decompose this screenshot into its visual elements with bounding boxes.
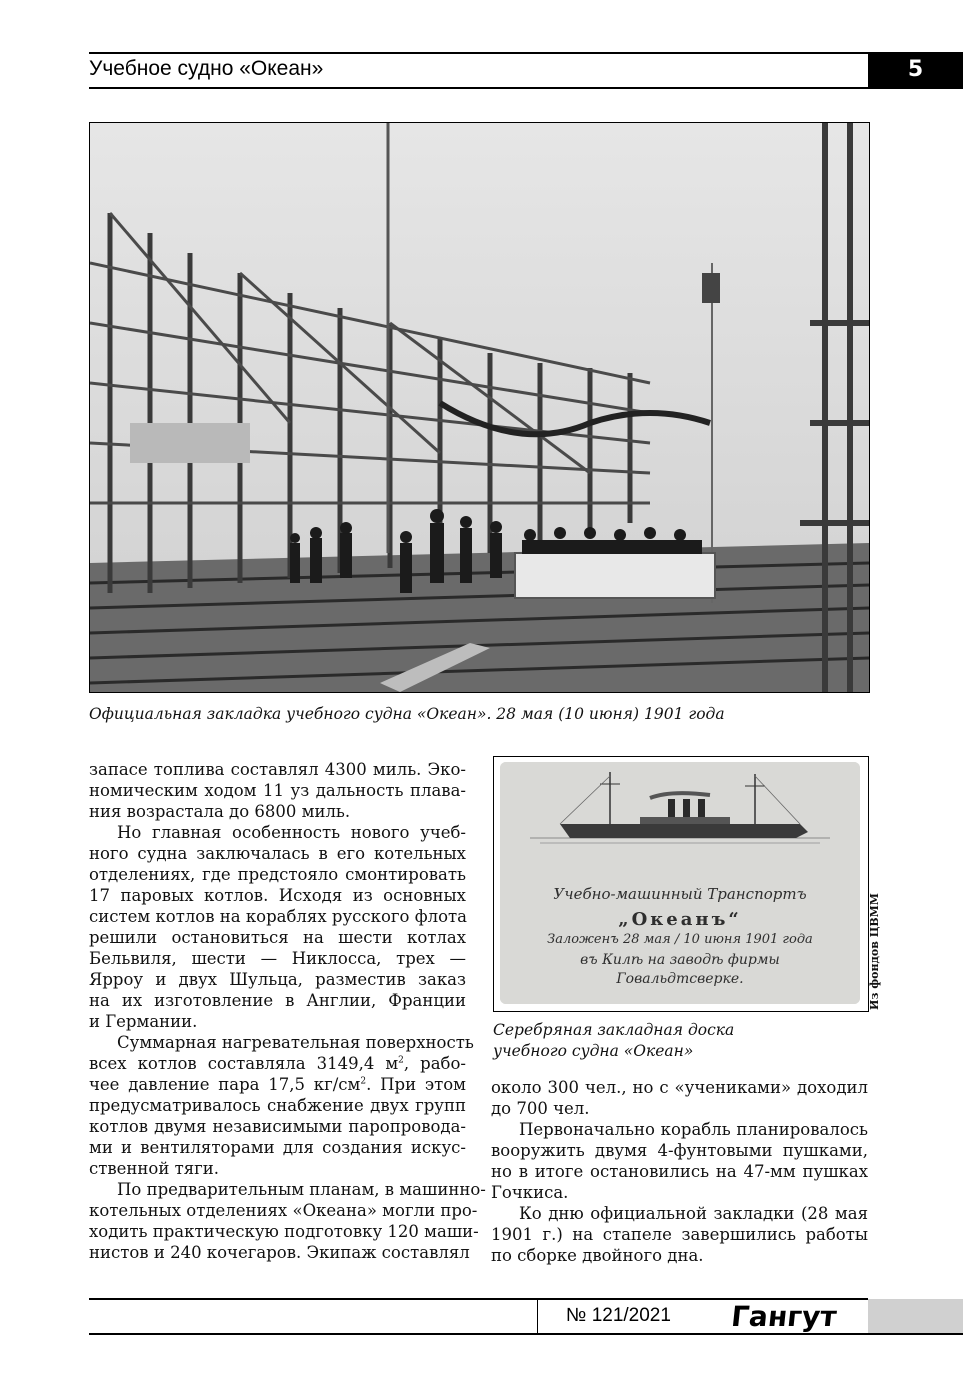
plaque-line-date: Заложенъ 28 мая / 10 июня 1901 года [547,932,813,947]
text-line: По предварительным планам, в машинно- [117,1180,486,1199]
text-line [89,1053,466,1074]
text-fragment: чее давление пара 17,5 кг/см [89,1075,361,1094]
text-line: нистов и 240 кочегаров. Экипаж составлял [89,1243,470,1262]
text-line: Первоначально корабль планировалось [519,1120,868,1139]
paragraph [89,1179,486,1263]
superscript: 2 [360,1076,367,1087]
paragraph [89,759,466,822]
text-line: Суммарная нагревательная поверхность [117,1033,474,1052]
footer-gray-block [868,1299,963,1333]
text-line: номическим ходом 11 уз дальность плава- [89,781,466,800]
text-line: до 700 чел. [491,1099,590,1118]
text-line: но в итоге остановились на 47-мм пушках [491,1162,868,1181]
shipyard-photo-drawing [90,123,869,692]
paragraph [491,1203,868,1266]
paragraph [89,1032,474,1179]
text-line: на их изготовление в Англии, Франции [89,991,466,1010]
text-line: 1901 г.) на стапеле завершились работы [491,1225,868,1244]
text-fragment: , рабо- [403,1054,467,1073]
plaque-caption-line: Серебряная закладная доска [493,1021,735,1039]
text-line: ственной тяги. [89,1159,220,1178]
text-line: ходить практическую подготовку 120 маши- [89,1222,479,1241]
text-line: по сборке двойного дна. [491,1246,704,1265]
header-rule-bottom [89,87,963,89]
text-line: около 300 чел., но с «учениками» доходил [491,1078,868,1097]
page-number: 5 [868,53,963,87]
silver-plaque [500,762,860,1004]
text-line: котлов двумя независимыми паропровода- [89,1117,466,1136]
paragraph [491,1119,868,1203]
text-line: вооружить двумя 4-фунтовыми пушками, [491,1141,868,1160]
superscript: 2 [398,1055,404,1066]
text-line: Ко дню официальной закладки (28 мая [519,1204,868,1223]
text-line: Бельвиля, шести — Никлосса, трех — [89,949,466,968]
text-line: отделениях, где предстояло смонтировать [89,865,466,884]
plaque-photo [493,756,869,1012]
shipyard-photo [89,122,870,693]
plaque-line-firm: Говальдтсверке. [616,971,744,987]
plaque-caption-line: учебного судна «Океан» [493,1042,694,1060]
running-title: Учебное судно «Океан» [89,57,324,80]
text-line [89,1074,466,1095]
text-line: запасе топлива составлял 4300 миль. Эко- [89,760,466,779]
plaque-caption [493,1020,734,1062]
plaque-line-ship-name: „Океанъ“ [618,909,742,930]
body-column-right [491,1077,868,1266]
paragraph [491,1077,868,1119]
text-line: Ярроу и двух Шульца, разместив заказ [89,970,466,989]
text-line: ного судна заключалась в его котельных [89,844,466,863]
text-line: предусматривалось снабжение двух групп [89,1096,466,1115]
text-line: 17 паровых котлов. Исходя из основных [89,886,466,905]
paragraph [89,822,466,1032]
header-rule-top [89,52,963,54]
text-fragment: . При этом [366,1075,466,1094]
text-fragment: всех котлов составляла 3149,4 м [89,1054,399,1073]
main-photo-caption: Официальная закладка учебного судна «Океан». 28 мая (10 июня) 1901 года [89,705,725,723]
magazine-logo: Гангут [729,1299,839,1333]
text-line: ми и вентиляторами для создания искус- [89,1138,466,1157]
issue-number: № 121/2021 [566,1305,671,1326]
body-column-left [89,759,486,1263]
text-line: Гочкиса. [491,1183,569,1202]
text-line: и Германии. [89,1012,198,1031]
text-line: Но главная особенность нового учеб- [117,823,466,842]
text-line: ния возрастала до 6800 миль. [89,802,351,821]
plaque-line-place: въ Килѣ на заводѣ фирмы [580,952,780,968]
text-line: решили остановиться на шести котлах [89,928,466,947]
text-line: котельных отделениях «Океана» могли про- [89,1201,478,1220]
plaque-line-vessel-type: Учебно-машинный Транспортъ [553,885,807,903]
photo-credit: Из фондов ЦВММ [868,893,881,1010]
text-line: систем котлов на кораблях русского флота [89,907,467,926]
